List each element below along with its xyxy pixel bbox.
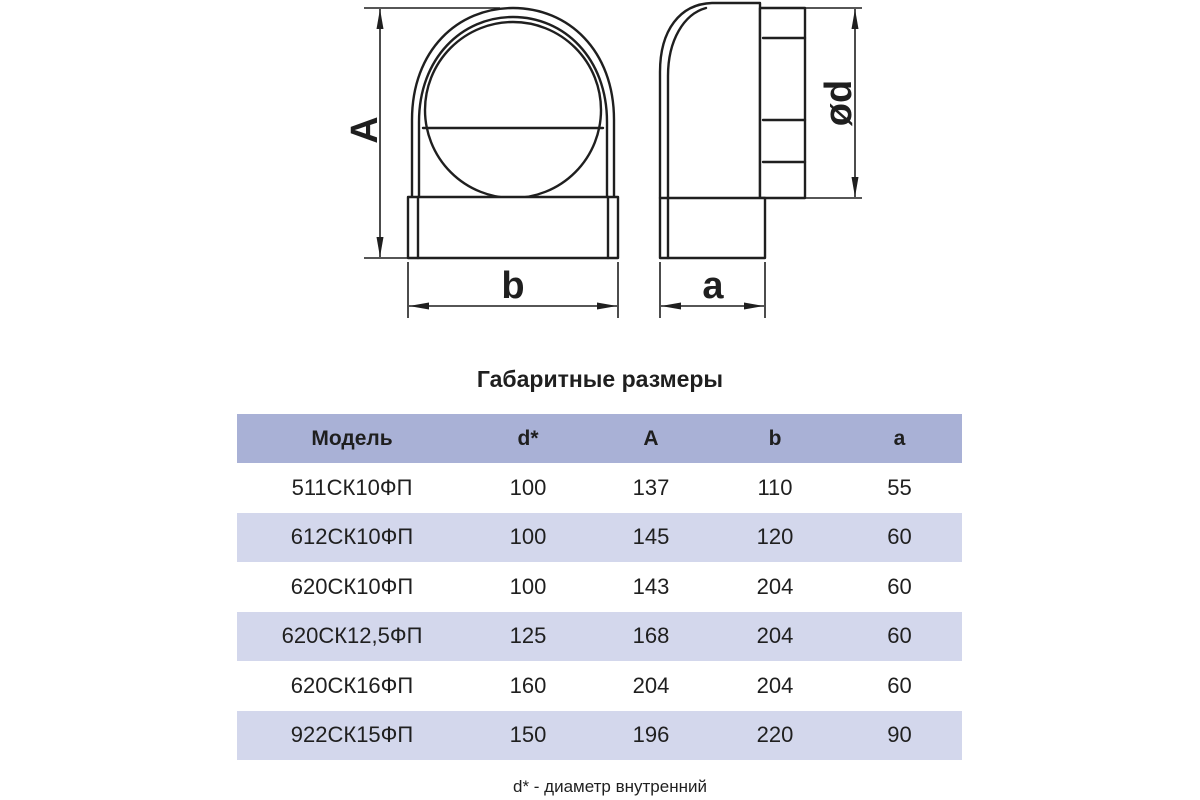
cell-width: 204	[756, 672, 794, 698]
cell-height: 196	[632, 722, 670, 748]
footnote: d* - диаметр внутренний	[513, 777, 707, 796]
cell-model: 511СК10ФП	[291, 474, 413, 500]
table-row	[237, 661, 962, 711]
table-row	[237, 513, 962, 563]
cell-width: 120	[756, 524, 794, 550]
table-row	[237, 463, 962, 513]
cell-model: 620СК12,5ФП	[281, 623, 423, 649]
side-round-spigot	[760, 8, 805, 198]
cell-height: 137	[632, 474, 670, 500]
cell-diameter: 100	[509, 474, 547, 500]
cell-depth: 55	[887, 474, 912, 500]
dimensions-table	[237, 414, 962, 760]
depth-label: a	[702, 265, 724, 307]
cell-height: 168	[632, 623, 670, 649]
cell-model: 620СК16ФП	[290, 672, 414, 698]
cell-width: 110	[757, 474, 793, 500]
front-outer-body	[412, 8, 614, 197]
cell-diameter: 100	[509, 524, 547, 550]
cell-height: 204	[632, 672, 670, 698]
depth-dimension	[660, 262, 765, 318]
side-body	[660, 3, 760, 198]
diameter-label: ød	[818, 79, 860, 127]
header-depth: a	[893, 426, 906, 450]
header-width: b	[768, 426, 782, 450]
table-title: Габаритные размеры	[476, 366, 724, 392]
cell-diameter: 125	[509, 623, 547, 649]
table-row	[237, 711, 962, 761]
table-row	[237, 562, 962, 612]
height-label: A	[344, 116, 386, 144]
cell-diameter: 150	[509, 722, 547, 748]
cell-diameter: 160	[509, 672, 547, 698]
table-row	[237, 612, 962, 662]
cell-depth: 90	[887, 722, 912, 748]
cell-depth: 60	[887, 573, 912, 599]
cell-diameter: 100	[509, 573, 547, 599]
cell-width: 220	[756, 722, 794, 748]
cell-depth: 60	[887, 623, 912, 649]
cell-width: 204	[756, 623, 794, 649]
cell-model: 612СК10ФП	[290, 524, 414, 550]
side-view	[660, 3, 805, 258]
table-header-row	[237, 414, 962, 463]
header-diameter: d*	[517, 426, 539, 450]
front-flange	[408, 197, 618, 258]
cell-model: 922СК15ФП	[290, 722, 414, 748]
cell-model: 620СК10ФП	[290, 573, 414, 599]
front-view	[408, 8, 618, 258]
cell-height: 143	[632, 573, 670, 599]
header-height: A	[643, 426, 659, 450]
width-label: b	[501, 265, 525, 307]
cell-depth: 60	[887, 524, 912, 550]
cell-width: 204	[756, 573, 794, 599]
header-model: Модель	[311, 426, 393, 450]
cell-height: 145	[632, 524, 670, 550]
product-drawing	[0, 0, 1200, 330]
side-flange	[660, 198, 765, 258]
diameter-dimension	[805, 8, 862, 198]
width-dimension	[408, 262, 618, 318]
cell-depth: 60	[887, 672, 912, 698]
